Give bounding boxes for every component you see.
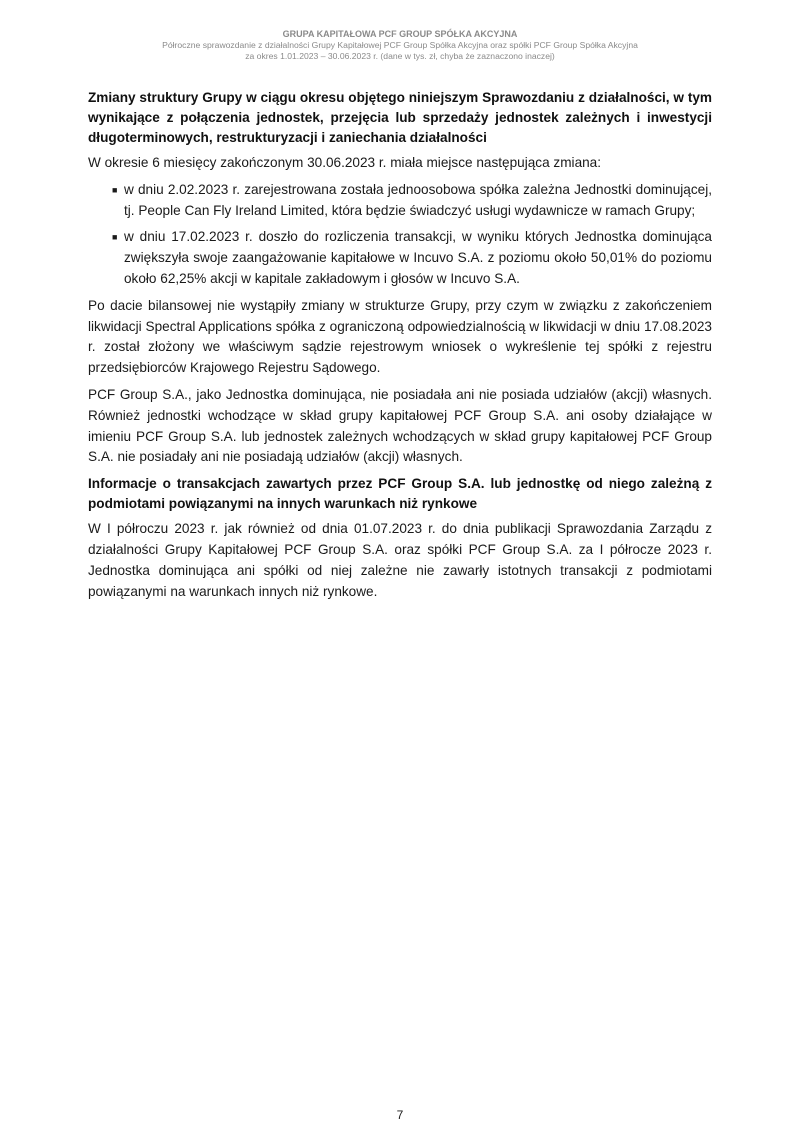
own-shares-paragraph: PCF Group S.A., jako Jednostka dominująca, nie posiadała ani nie posiada udziałów (akcji) własnych. Również jednostki wchodzące w skład grupy kapitałowej PCF Group S.A. ani osoby działające w imieniu PCF Group S.A. lub jednostek zależnych wchodzących w skład grupy kapitałowej PCF Group S.A. nie posiadały ani nie posiadają udziałów (akcji) własnych. <box>88 386 712 465</box>
header-title: GRUPA KAPITAŁOWA PCF GROUP SPÓŁKA AKCYJNA <box>282 29 518 39</box>
section-heading-structure-changes: Zmiany struktury Grupy w ciągu okresu objętego niniejszym Sprawozdaniu z działalności, w tym wynikające z połączenia jednostek, przejęcia lub sprzedaży jednostek zależnych i inwestycji długoterminowych, restrukturyzacji i zaniechania działalności <box>88 90 712 145</box>
list-item: ■ w dniu 2.02.2023 r. zarejestrowana została jednoosobowa spółka zależna Jednostki dominującej, tj. People Can Fly Ireland Limited, która będzie świadczyć usługi wydawnicze w ramach Grupy; <box>112 181 712 218</box>
section-heading-related-transactions: Informacje o transakcjach zawartych przez PCF Group S.A. lub jednostkę od niego zależną z podmiotami powiązanymi na innych warunkach niż rynkowe <box>88 476 712 512</box>
header-subtitle: Półroczne sprawozdanie z działalności Grupy Kapitałowej PCF Group Spółka Akcyjna oraz spółki PCF Group Spółka Akcyjna <box>162 40 638 50</box>
intro-paragraph: W okresie 6 miesięcy zakończonym 30.06.2023 r. miała miejsce następująca zmiana: <box>88 155 602 170</box>
post-balance-paragraph: Po dacie bilansowej nie wystąpiły zmiany w strukturze Grupy, przy czym w związku z zakończeniem likwidacji Spectral Applications spółka z ograniczoną odpowiedzialnością w likwidacji w dniu 17.08.2023 r. został złożony we właściwym sądzie rejestrowym wniosek o wykreślenie tej spółki z rejestru przedsiębiorców Krajowego Rejestru Sądowego. <box>88 297 712 376</box>
page-content <box>88 88 712 608</box>
header-period: za okres 1.01.2023 – 30.06.2023 r. (dane w tys. zł, chyba że zaznaczono inaczej) <box>245 51 555 61</box>
page-header <box>0 29 800 62</box>
bullet-icon: ■ <box>112 184 118 195</box>
list-item: ■ w dniu 17.02.2023 r. doszło do rozliczenia transakcji, w wyniku których Jednostka dominująca zwiększyła swoje zaangażowanie kapitałowe w Incuvo S.A. z poziomu około 50,01% do poziomu około 62,25% akcji w kapitale zakładowym i głosów w Incuvo S.A. <box>112 229 712 286</box>
page-number: 7 <box>396 1108 404 1122</box>
bullet-icon: ■ <box>112 232 118 243</box>
changes-list <box>88 180 712 290</box>
related-transactions-paragraph: W I półroczu 2023 r. jak również od dnia 01.07.2023 r. do dnia publikacji Sprawozdania Zarządu z działalności Grupy Kapitałowej PCF Group S.A. oraz spółki PCF Group S.A. za I półrocze 2023 r. Jednostka dominująca ani spółki od niej zależne nie zawarły istotnych transakcji z podmiotami powiązanymi na warunkach innych niż rynkowe. <box>88 521 712 599</box>
